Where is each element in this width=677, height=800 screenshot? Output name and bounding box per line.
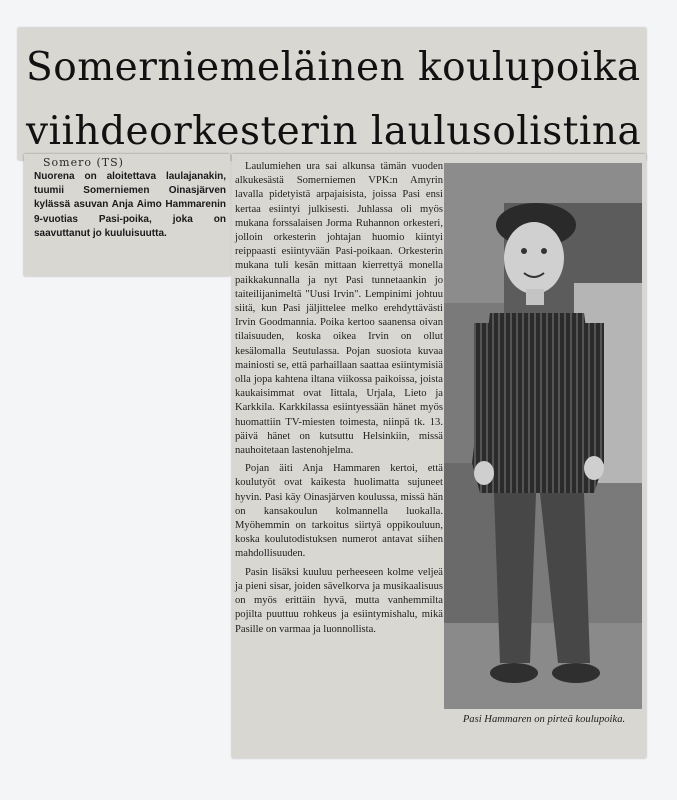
headline-line-2: viihdeorkesterin laulusolistina	[26, 109, 642, 154]
byline: Somero (TS)	[43, 156, 124, 169]
article-body-column	[235, 160, 443, 641]
boy-photo	[444, 163, 642, 709]
boy-photo-illustration	[444, 163, 642, 709]
photo-caption: Pasi Hammaren on pirteä koulupoika.	[462, 714, 626, 725]
body-paragraph-3: Pasin lisäksi kuuluu perheeseen kolme veljeä ja pieni sisar, joiden sävelkorva ja musikaalisuus on myös erittäin hyvä, mutta vanhemmilta pojilta puuttuu rohkeus ja esiintymishalu, mikä Pasille on varmaa ja luonnollista.	[235, 566, 443, 635]
headline-line-1: Somerniemeläinen koulupoika	[26, 45, 641, 90]
lead-paragraph: Nuorena on aloitettava laulajanakin, tuumii Somerniemen Oinasjärven kylässä asuvan Anja Aimo Hammarenin 9-vuotias Pasi-poika, joka on saavuttanut jo kuuluisuutta.	[34, 171, 226, 239]
body-paragraph-1: Laulumiehen ura sai alkunsa tämän vuoden alkukesästä Somerniemen VPK:n Amyrin lavalla pidetyistä arpajaisista, joissa Pasi ensi kertaa esiintyi julkisesti. Juhlassa oli myös mukana forssalaisen Jorma Ruhannon orkesteri, jolloin orkesterin johtajan huomio kiintyi reippaasti esiintyvään Pasi-poikaan. Orkesterin mukana tuli kesän mittaan kierrettyä monella paikkakunnalla ja nyt Pasi tunnetaankin jo taiteilijanimeltä "Uusi Irvin". Lempinimi johtuu siitä, kun Pasi jäljittelee melko erehdyttävästi Irvin Goodmannia. Poika kertoo saanensa oivan tilaisuuden, koska oikea Irvin on ollut kesälomalla Seutulassa. Pojan suosiota kuvaa mainiosti se, että parhaillaan saattaa esiintymisiä olla jopa kahtena iltana viikossa paikoissa, joista kaukaisimmat ovat Iittala, Urjala, Lieto ja Karkkila. Karkkilassa esiintyessään hänet myös huomattiin TV-miesten toimesta, niinpä tk. 13. päivä hänet on kutsuttu Helsinkiin, missä nauhoitetaan lastenohjelma.	[235, 161, 443, 457]
body-paragraph-2: Pojan äiti Anja Hammaren kertoi, että koulutyöt ovat kaikesta huolimatta sujuneet hyvin. Pasi käy Oinasjärven koulussa, missä hän on kansakoulun kolmannella luokalla. Myöhemmin on tarkoitus siirtyä oppikouluun, koska koulutodistuksen numerot antavat siihen mahdollisuuden.	[235, 463, 443, 560]
